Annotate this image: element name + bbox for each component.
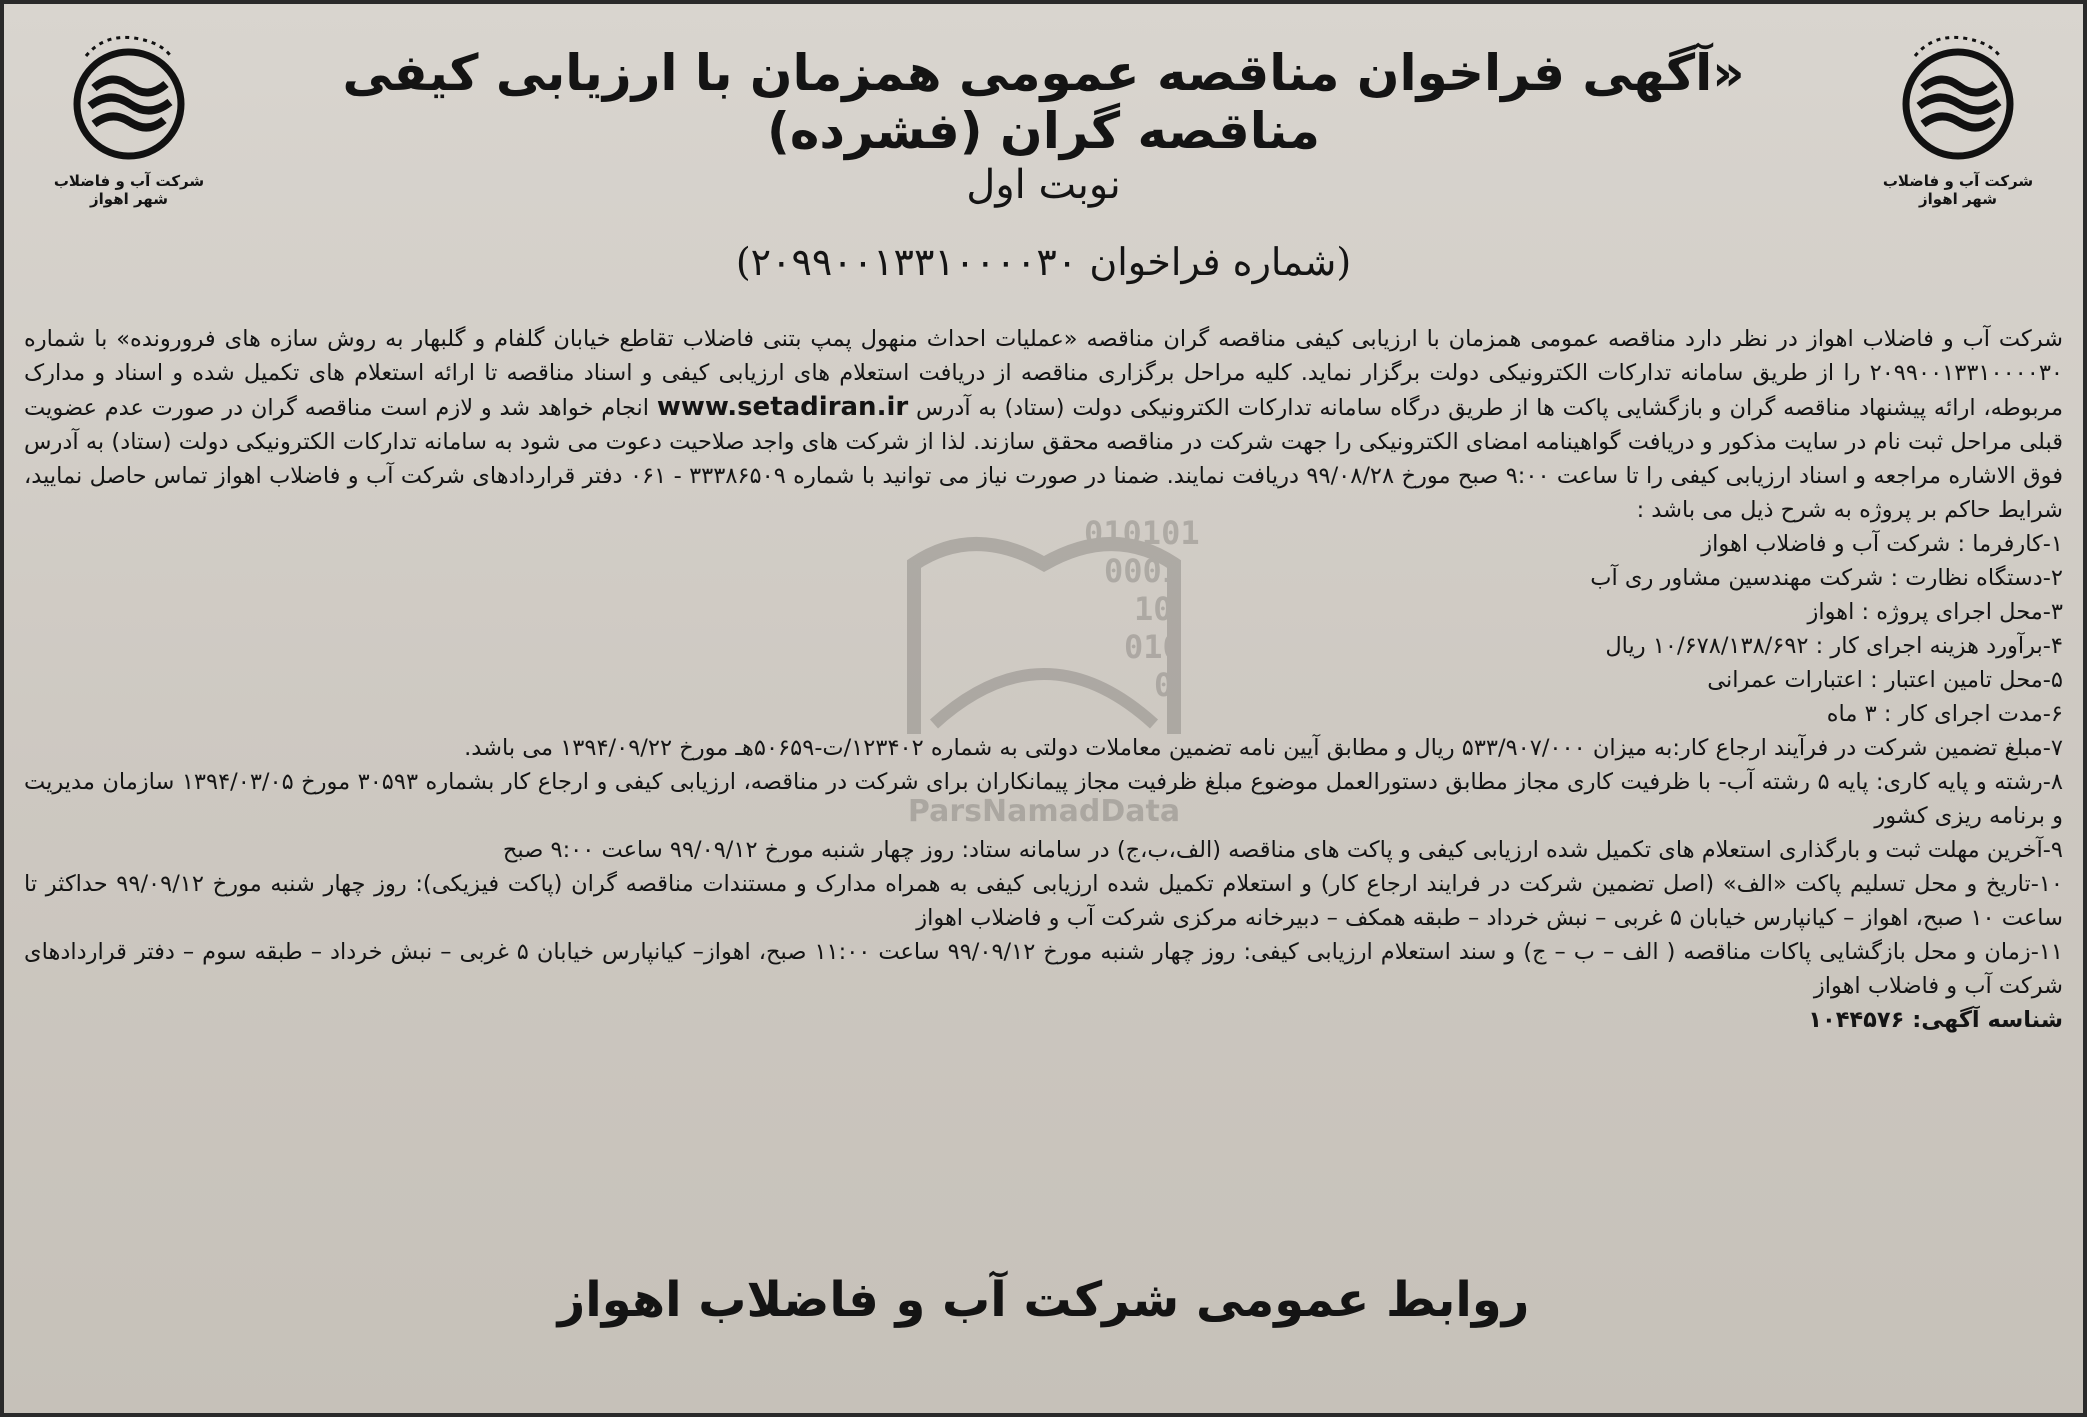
intro-paragraph <box>24 322 2063 527</box>
condition-item-8: ۸-رشته و پایه کاری: پایه ۵ رشته آب- با ظرفیت کاری مجاز مطابق دستورالعمل موضوع مبلغ ظرفیت مجاز پیمانکاران برای شرکت در مناقصه، ارزیابی کیفی و ارجاع کار بشماره ۳۰۵۹۳ مورخ ۱۳۹۴/۰۳/۰۵ سازمان مدیریت و برنامه ریزی کشور <box>24 769 2064 829</box>
condition-item-4: ۴-برآورد هزینه اجرای کار : ۱۰/۶۷۸/۱۳۸/۶۹۲ ریال <box>1605 633 2063 659</box>
watermark-digits-1: 010101 <box>1084 514 1200 552</box>
notice-body <box>24 322 2063 1037</box>
logo-caption: شرکت آب و فاضلاب شهر اهواز <box>53 172 205 208</box>
logo-caption: شرکت آب و فاضلاب شهر اهواز <box>1882 172 2034 208</box>
notice-id: شناسه آگهی: ۱۰۴۴۵۷۶ <box>1808 1007 2063 1033</box>
water-drop-logo-icon <box>64 26 194 166</box>
watermark-name: ParsNamadData <box>907 794 1181 829</box>
public-relations-signature: روابط عمومی شرکت آب و فاضلاب اهواز <box>557 1272 1530 1328</box>
condition-item-10: ۱۰-تاریخ و محل تسلیم پاکت «الف» (اصل تضمین شرکت در فرایند ارجاع کار) و استعلام تکمیل شده ارزیابی کیفی به همراه مدارک و مستندات مناقصه گران (پاکت فیزیکی): روز چهار شنبه مورخ ۹۹/۰۹/۱۲ حداکثر تا ساعت ۱۰ صبح، اهواز – کیانپارس خیابان ۵ غربی – نبش خرداد – طبقه همکف – دبیرخانه مرکزی شرکت آب و فاضلاب اهواز <box>24 871 2063 931</box>
watermark-digits-4: 010 <box>1124 628 1182 666</box>
condition-item-11: ۱۱-زمان و محل بازگشایی پاکات مناقصه ( الف – ب – ج) و سند استعلام ارزیابی کیفی: روز چهار شنبه مورخ ۹۹/۰۹/۱۲ ساعت ۱۱:۰۰ صبح، اهواز– کیانپارس خیابان ۵ غربی – نبش خرداد – طبقه سوم – دفتر قراردادهای شرکت آب و فاضلاب اهواز <box>24 939 2063 999</box>
condition-item-7: ۷-مبلغ تضمین شرکت در فرآیند ارجاع کار:به میزان ۵۳۳/۹۰۷/۰۰۰ ریال و مطابق آیین نامه تضمین معاملات دولتی به شماره ۱۲۳۴۰۲/ت-۵۰۶۵۹هـ مورخ ۱۳۹۴/۰۹/۲۲ می باشد. <box>464 735 2063 761</box>
watermark-digits-5: 0 <box>1154 666 1174 704</box>
setadiran-link[interactable]: www.setadiran.ir <box>656 392 909 422</box>
call-number: (شماره فراخوان ۲۰۹۹۰۰۱۳۳۱۰۰۰۰۳۰) <box>735 240 1352 284</box>
notice-title: «آگهی فراخوان مناقصه عمومی همزمان با ارزیابی کیفی مناقصه گران (فشرده) <box>342 44 1745 160</box>
water-drop-logo-icon <box>1893 26 2023 166</box>
intro-part-2: انجام خواهد شد و لازم است مناقصه گران در صورت عدم عضویت قبلی مراحل ثبت نام در سایت مذکور و دریافت گواهینامه امضای الکترونیکی را جهت شرکت در مناقصه محقق سازند. لذا از شرکت های واجد صلاحیت دعوت می شود به سامانه تدارکات الکترونیکی دولت (ستاد) به آدرس فوق الاشاره مراجعه و اسناد ارزیابی کیفی را تا ساعت ۹:۰۰ صبح مورخ ۹۹/۰۸/۲۸ دریافت نمایند. ضمنا در صورت نیاز می توانید با شماره ۳۳۳۸۶۵۰۹ - ۰۶۱ دفتر قراردادهای شرکت آب و فاضلاب اهواز تماس حاصل نمایید، شرایط حاکم بر پروژه به شرح ذیل می باشد : <box>24 395 2063 523</box>
condition-item-1: ۱-کارفرما : شرکت آب و فاضلاب اهواز <box>1701 531 2063 557</box>
intro-part-1: شرکت آب و فاضلاب اهواز در نظر دارد مناقصه عمومی همزمان با ارزیابی کیفی مناقصه گران مناقصه «عملیات احداث منهول پمپ بتنی فاضلاب تقاطع خیابان گلفام و گلبهار به روش سازه های فرورونده» با شماره ۲۰۹۹۰۰۱۳۳۱۰۰۰۰۳۰ را از طریق سامانه تدارکات الکترونیکی دولت برگزار نماید. کلیه مراحل برگزاری مناقصه از دریافت استعلام های ارزیابی کیفی و اسناد مناقصه تا ارائه استعلام های تکمیل شده و اسناد و مدارک مربوطه، ارائه پیشنهاد مناقصه گران و بازگشایی پاکت ها از طریق درگاه سامانه تدارکات الکترونیکی دولت (ستاد) به آدرس <box>24 326 2063 421</box>
condition-item-2: ۲-دستگاه نظارت : شرکت مهندسین مشاور ری آب <box>1590 565 2063 591</box>
condition-item-6: ۶-مدت اجرای کار : ۳ ماه <box>1826 701 2063 727</box>
condition-item-9: ۹-آخرین مهلت ثبت و بارگذاری استعلام های تکمیل شده ارزیابی کیفی و پاکت های مناقصه (الف،ب،ج) در سامانه ستاد: روز چهار شنبه مورخ ۹۹/۰۹/۱۲ ساعت ۹:۰۰ صبح <box>502 837 2063 863</box>
watermark-digits-3: 10 <box>1134 590 1173 628</box>
condition-item-3: ۳-محل اجرای پروژه : اهواز <box>1807 599 2063 625</box>
company-logo-left <box>44 26 214 216</box>
condition-item-5: ۵-محل تامین اعتبار : اعتبارات عمرانی <box>1707 667 2063 693</box>
company-logo-right <box>1873 26 2043 216</box>
notice-round: نوبت اول <box>966 162 1121 208</box>
watermark-digits-2: 0001 <box>1104 552 1182 590</box>
